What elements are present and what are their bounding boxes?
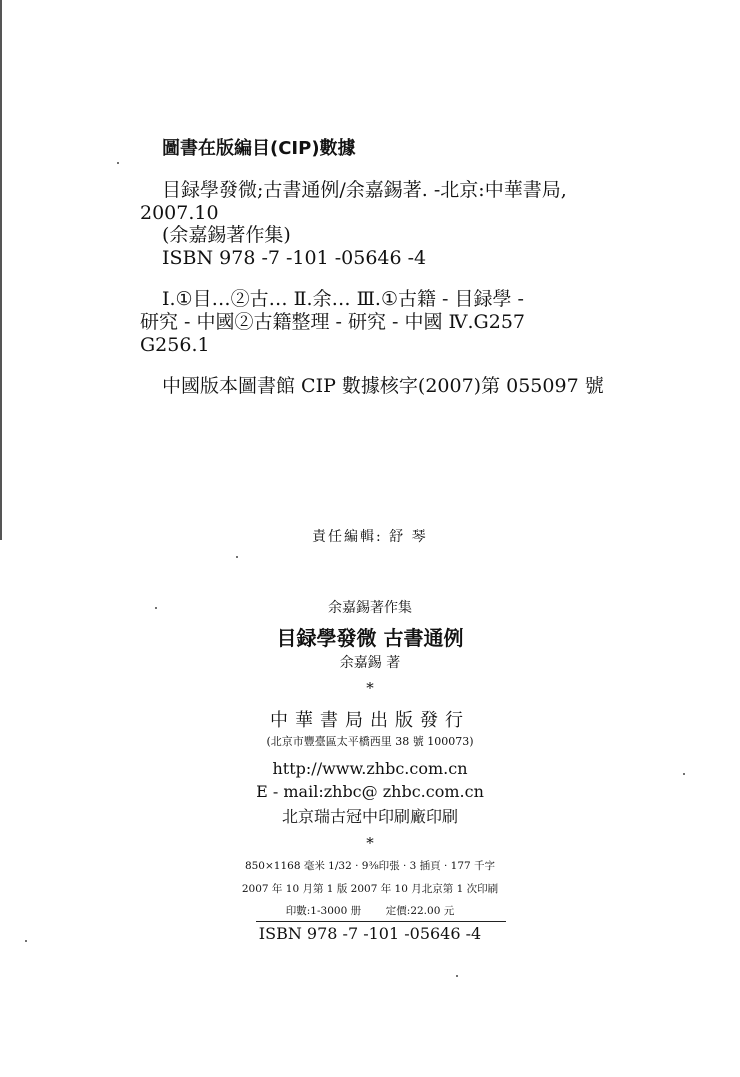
publisher: 中華書局出版發行: [270, 710, 470, 731]
book-author: 余嘉錫 著: [339, 655, 401, 671]
separator-star: *: [366, 679, 374, 697]
print-specifications: 850×1168 毫米 1/32 · 9⅜印張 · 3 插頁 · 177 千字: [244, 860, 496, 872]
edition-info: 2007 年 10 月第 1 版 2007 年 10 月北京第 1 次印刷: [241, 883, 499, 895]
separator-star-2: *: [366, 834, 374, 852]
cip-line-series: (余嘉錫著作集): [162, 224, 291, 246]
scan-speck: [155, 607, 157, 609]
cip-line-classification: G256.1: [140, 334, 210, 356]
responsible-editor: 責任編輯: 舒 琴: [312, 529, 428, 545]
scan-speck: [117, 162, 119, 164]
scan-speck: [25, 940, 27, 942]
divider-rule: [256, 921, 506, 922]
colophon-isbn: ISBN 978 -7 -101 -05646 -4: [258, 924, 482, 943]
series-name: 余嘉錫著作集: [328, 600, 412, 616]
printer: 北京瑞古冠中印刷廠印刷: [281, 807, 458, 826]
print-run: 印數:1-3000 册: [285, 905, 362, 917]
publisher-website: http://www.zhbc.com.cn: [272, 759, 468, 778]
cip-heading: 圖書在版編目(CIP)數據: [162, 138, 356, 159]
cip-line-date: 2007.10: [140, 202, 219, 224]
page-edge-line: [0, 0, 2, 540]
publisher-address: (北京市豐臺區太平橋西里 38 號 100073): [266, 735, 474, 748]
cip-line-isbn: ISBN 978 -7 -101 -05646 -4: [162, 247, 427, 269]
scan-speck: [236, 556, 238, 558]
book-title: 目録學發微 古書通例: [276, 626, 464, 650]
publisher-email: E - mail:zhbc@ zhbc.com.cn: [256, 782, 484, 801]
cip-line-subject-1: Ⅰ.①目…②古… Ⅱ.余… Ⅲ.①古籍 - 目録學 -: [162, 288, 524, 310]
cip-line-title: 目録學發微;古書通例/余嘉錫著. -北京:中華書局,: [162, 179, 567, 201]
book-price: 定價:22.00 元: [385, 905, 455, 917]
cip-line-subject-2: 研究 - 中國②古籍整理 - 研究 - 中國 Ⅳ.G257: [140, 311, 526, 333]
cip-line-record-number: 中國版本圖書館 CIP 數據核字(2007)第 055097 號: [162, 375, 604, 397]
scan-speck: [683, 773, 685, 775]
scan-speck: [456, 975, 458, 977]
print-run-and-price: [0, 903, 740, 918]
